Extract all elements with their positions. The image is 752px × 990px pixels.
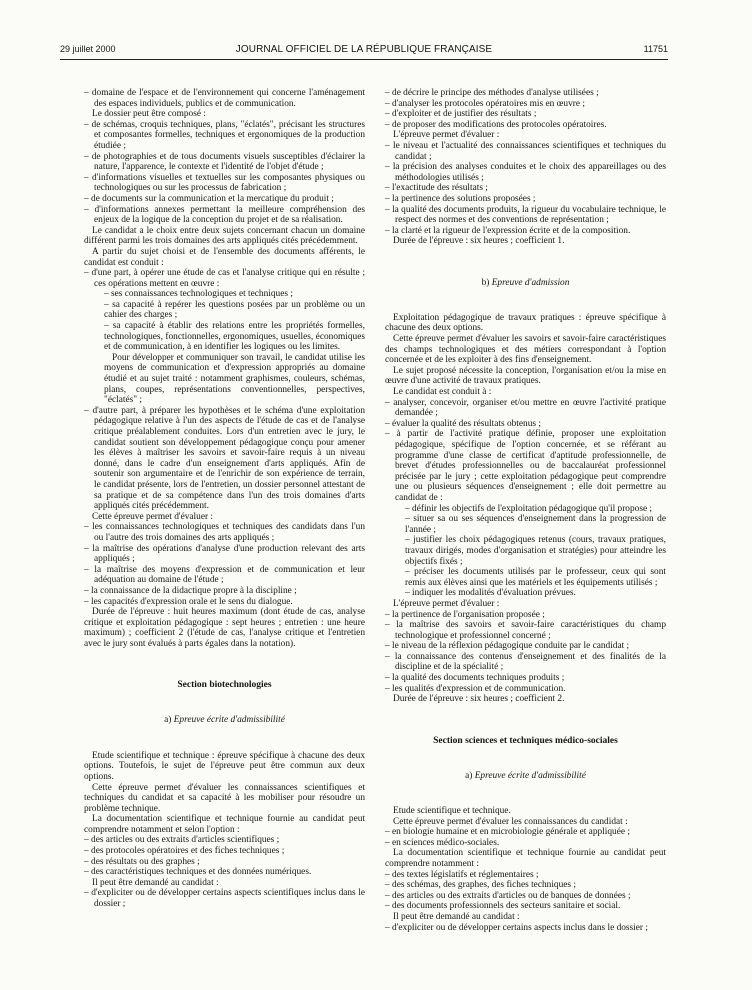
paragraph: L'épreuve permet d'évaluer : (393, 130, 500, 141)
list-item: – domaine de l'espace et de l'environnement qui concerne l'aménagement des espaces individuels, publics et de communication. (84, 88, 365, 109)
paragraph: La documentation scientifique et technique fournie au candidat peut comprendre notamment : (385, 848, 666, 870)
list-item: – des caractéristiques techniques et des données numériques. (84, 867, 365, 878)
list-item: – d'expliciter ou de développer certains aspects scientifiques inclus dans le dossier ; (84, 888, 365, 909)
list-item: – le niveau et l'actualité des connaissances scientifiques et techniques du candidat ; (385, 141, 666, 162)
list-item: – des textes législatifs et réglementaires ; (385, 870, 666, 881)
list-item: – la maîtrise des moyens d'expression et de communication et leur adéquation au domaine de l'étude ; (84, 565, 365, 586)
section-heading: Section sciences et techniques médico-sociales (433, 735, 618, 746)
page-header (60, 44, 668, 58)
sub-list-item: – situer sa ou ses séquences d'enseignement dans la progression de l'année ; (385, 514, 666, 535)
list-item: – la qualité des documents produits, la rigueur du vocabulaire technique, le respect des normes et des conventions de représentation ; (385, 205, 666, 226)
list-item: – la connaissance des contenus d'enseignement et des finalités de la discipline et de la spécialité ; (385, 652, 666, 673)
section-heading: Section biotechnologies (177, 680, 272, 691)
header-date: 29 juillet 2000 (60, 44, 116, 54)
sub-list-item: – sa capacité à établir des relations entre les propriétés formelles, technologiques, fonctionnelles, ergonomiques, usuelles, économiques et de communication, à en identifier les logiques ou les limites. (84, 321, 365, 353)
list-item: – en biologie humaine et en microbiologie générale et appliquée ; (385, 827, 666, 838)
paragraph: Le sujet proposé nécessite la conception, l'organisation et/ou la mise en œuvre d'une activité de travaux pratiques. (385, 365, 666, 387)
list-item: – d'expliciter ou de développer certains aspects inclus dans le dossier ; (385, 923, 666, 934)
spacer (84, 659, 365, 671)
paragraph: Cette épreuve permet d'évaluer les connaissances scientifiques et techniques du candidat et sa capacité à les mobiliser pour résoudre un problème technique. (84, 782, 365, 814)
paragraph: Durée de l'épreuve : huit heures maximum (dont étude de cas, analyse critique et exploitation pédagogique : sept heures ; entretien : une heure maximum) ; coefficient 2 (l'étude de cas, l'analyse critique et l'entretien avec le jury sont évalués à parts égales dans la notation). (84, 607, 365, 649)
sub-list-item: – indiquer les modalités d'évaluation prévues. (385, 588, 666, 599)
list-item: – d'une part, à opérer une étude de cas et l'analyse critique qui en résulte ; ces opérations mettent en œuvre : (84, 268, 365, 289)
list-item: – les capacités d'expression orale et le sens du dialogue. (84, 597, 365, 608)
list-item: – d'autre part, à préparer les hypothèses et le schéma d'une exploitation pédagogique relative à l'un des aspects de l'étude de cas et de l'analyse critique préalablement conduites. Lors d'un entretien avec le jury, le candidat soutient son développement pédagogique conçu pour amener les élèves à maîtriser les savoirs et savoir-faire requis à un niveau donné, dans le cadre d'un enseignement d'arts appliqués. Afin de soutenir son argumentaire et de l'enrichir de son expérience de terrain, le candidat présente, lors de l'entretien, un dossier personnel attestant de sa pratique et de sa compétence dans l'un des trois domaines d'arts appliqués cités précédemment. (84, 406, 365, 512)
list-item: – la qualité des documents techniques produits ; (385, 673, 666, 684)
right-column (385, 88, 666, 933)
subsection-title: Epreuve écrite d'admissibilité (173, 715, 285, 726)
subsection-title: Epreuve écrite d'admissibilité (474, 770, 586, 781)
list-item: – le niveau de la réflexion pédagogique conduite par le candidat ; (385, 641, 666, 652)
list-item: – des résultats ou des graphes ; (84, 857, 365, 868)
sub-list-item: – justifier les choix pédagogiques retenus (cours, travaux pratiques, travaux dirigés, modes d'organisation et stratégies) pour atteindre les objectifs fixés ; (385, 535, 666, 567)
subsection-title: Epreuve d'admission (491, 277, 570, 288)
paragraph: La documentation scientifique et technique fournie au candidat peut comprendre notamment et selon l'option : (84, 814, 365, 835)
journal-title: JOURNAL OFFICIEL DE LA RÉPUBLIQUE FRANÇAISE (235, 44, 493, 55)
sub-list-item: – préciser les documents utilisés par le professeur, ceux qui sont remis aux élèves ainsi que les matériels et les équipements utilisés ; (385, 567, 666, 588)
page-number: 11751 (643, 44, 668, 54)
spacer (84, 700, 365, 706)
paragraph: Durée de l'épreuve : six heures ; coefficient 1. (393, 236, 565, 247)
list-item: – la connaissance de la didactique propre à la discipline ; (84, 586, 365, 597)
list-item: – les connaissances technologiques et techniques des candidats dans l'un ou l'autre des trois domaines des arts appliqués ; (84, 522, 365, 543)
subsection-heading (385, 278, 666, 289)
spacer (84, 735, 365, 741)
paragraph: Cette épreuve permet d'évaluer les connaissances du candidat : (393, 816, 628, 827)
paragraph: Le candidat a le choix entre deux sujets concernant chacun un domaine différent parmi les trois domaines des arts appliqués cités précédemment. (84, 225, 365, 247)
list-item: – d'analyser les protocoles opératoires mis en œuvre ; (385, 99, 666, 110)
left-column (84, 88, 365, 910)
list-item: – des articles ou des extraits d'articles scientifiques ; (84, 835, 365, 846)
sub-list-item: – sa capacité à repérer les questions posées par un problème ou un cahier des charges ; (84, 300, 365, 321)
subsection-prefix: a) (465, 770, 475, 781)
spacer (385, 755, 666, 761)
list-item: – de documents sur la communication et la mercatique du produit ; (84, 194, 365, 205)
list-item: – des schémas, des graphes, des fiches techniques ; (385, 880, 666, 891)
paragraph: L'épreuve permet d'évaluer : (393, 598, 500, 609)
list-item: – d'informations visuelles et textuelles sur les composantes physiques ou technologiques ou sur les processus de fabrication ; (84, 173, 365, 194)
list-item: – en sciences médico-sociales. (385, 838, 666, 849)
spacer (385, 256, 666, 268)
list-item: – des documents professionnels des secteurs sanitaire et social. (385, 901, 666, 912)
list-item: – les qualités d'expression et de communication. (385, 684, 666, 695)
list-item: – de proposer des modifications des protocoles opératoires. (385, 120, 666, 131)
subsection-heading (385, 771, 666, 782)
list-item: – des protocoles opératoires et des fiches techniques ; (84, 846, 365, 857)
list-item: – l'exactitude des résultats ; (385, 183, 666, 194)
list-item: – analyser, concevoir, organiser et/ou mettre en œuvre l'activité pratique demandée ; (385, 398, 666, 419)
paragraph: A partir du sujet choisi et de l'ensemble des documents afférents, le candidat est conduit : (84, 246, 365, 268)
paragraph: Exploitation pédagogique de travaux pratiques : épreuve spécifique à chacune des deux options. (385, 312, 666, 334)
spacer (385, 714, 666, 726)
header-rule (60, 59, 668, 60)
paragraph: Il peut être demandé au candidat : (393, 912, 520, 923)
list-item: – à partir de l'activité pratique définie, proposer une exploitation pédagogique, spécifique de l'option concernée, et se référant au programme d'une classe de certificat d'aptitude professionnelle, de brevet d'études professionnelles ou de baccalauréat professionnel précisée par le jury ; cette exploitation pédagogique peut comprendre une ou plusieurs séquences d'enseignement ; elle doit permettre au candidat de : (385, 429, 666, 503)
list-item: – de schémas, croquis techniques, plans, "éclatés", précisant les structures et composantes formelles, techniques et ergonomiques de la production étudiée ; (84, 120, 365, 152)
sub-list-item: – définir les objectifs de l'exploitation pédagogique qu'il propose ; (385, 504, 666, 515)
paragraph: Pour développer et communiquer son travail, le candidat utilise les moyens de communication et d'expression appropriés au domaine étudié et au sujet traité : notamment graphismes, couleurs, schémas, plans, coupes, représentations conventionnelles, perspectives, "éclatés" ; (104, 352, 365, 406)
paragraph: Le candidat est conduit à : (393, 387, 492, 398)
list-item: – d'informations annexes permettant la meilleure compréhension des enjeux de la logique de la conception du projet et de sa réalisation. (84, 205, 365, 226)
subsection-prefix: a) (164, 715, 174, 726)
sub-list-item: – ses connaissances technologiques et techniques ; (84, 289, 365, 300)
paragraph: Durée de l'épreuve : six heures ; coefficient 2. (393, 694, 565, 705)
paragraph: Il peut être demandé au candidat : (92, 877, 219, 888)
paragraph: Cette épreuve permet d'évaluer : (92, 511, 214, 522)
paragraph: Etude scientifique et technique : épreuve spécifique à chacune des deux options. Toutefois, le sujet de l'épreuve peut être commun aux deux options. (84, 750, 365, 782)
list-item: – la maîtrise des opérations d'analyse d'une production relevant des arts appliqués ; (84, 544, 365, 565)
paragraph: Le dossier peut être composé : (92, 109, 206, 120)
list-item: – la maîtrise des savoirs et savoir-faire caractéristiques du champ technologique et professionnel concerné ; (385, 620, 666, 641)
list-item: – d'exploiter et de justifier des résultats ; (385, 109, 666, 120)
list-item: – de décrire le principe des méthodes d'analyse utilisées ; (385, 88, 666, 99)
list-item: – la clarté et la rigueur de l'expression écrite et de la composition. (385, 226, 666, 237)
list-item: – la pertinence de l'organisation proposée ; (385, 610, 666, 621)
paragraph: Etude scientifique et technique. (393, 806, 511, 817)
list-item: – de photographies et de tous documents visuels susceptibles d'éclairer la nature, l'apparence, le contexte et l'identité de l'objet d'étude ; (84, 152, 365, 173)
subsection-heading (84, 715, 365, 726)
list-item: – la précision des analyses conduites et le choix des appareillages ou des méthodologies utilisés ; (385, 162, 666, 183)
spacer (385, 298, 666, 304)
subsection-prefix: b) (481, 277, 492, 288)
list-item: – la pertinence des solutions proposées ; (385, 194, 666, 205)
paragraph: Cette épreuve permet d'évaluer les savoirs et savoir-faire caractéristiques des champs technologiques et des métiers correspondant à l'option concernée et de les exploiter à des fins d'enseignement. (385, 334, 666, 366)
list-item: – des articles ou des extraits d'articles ou de banques de données ; (385, 891, 666, 902)
spacer (385, 791, 666, 797)
list-item: – évaluer la qualité des résultats obtenus ; (385, 419, 666, 430)
